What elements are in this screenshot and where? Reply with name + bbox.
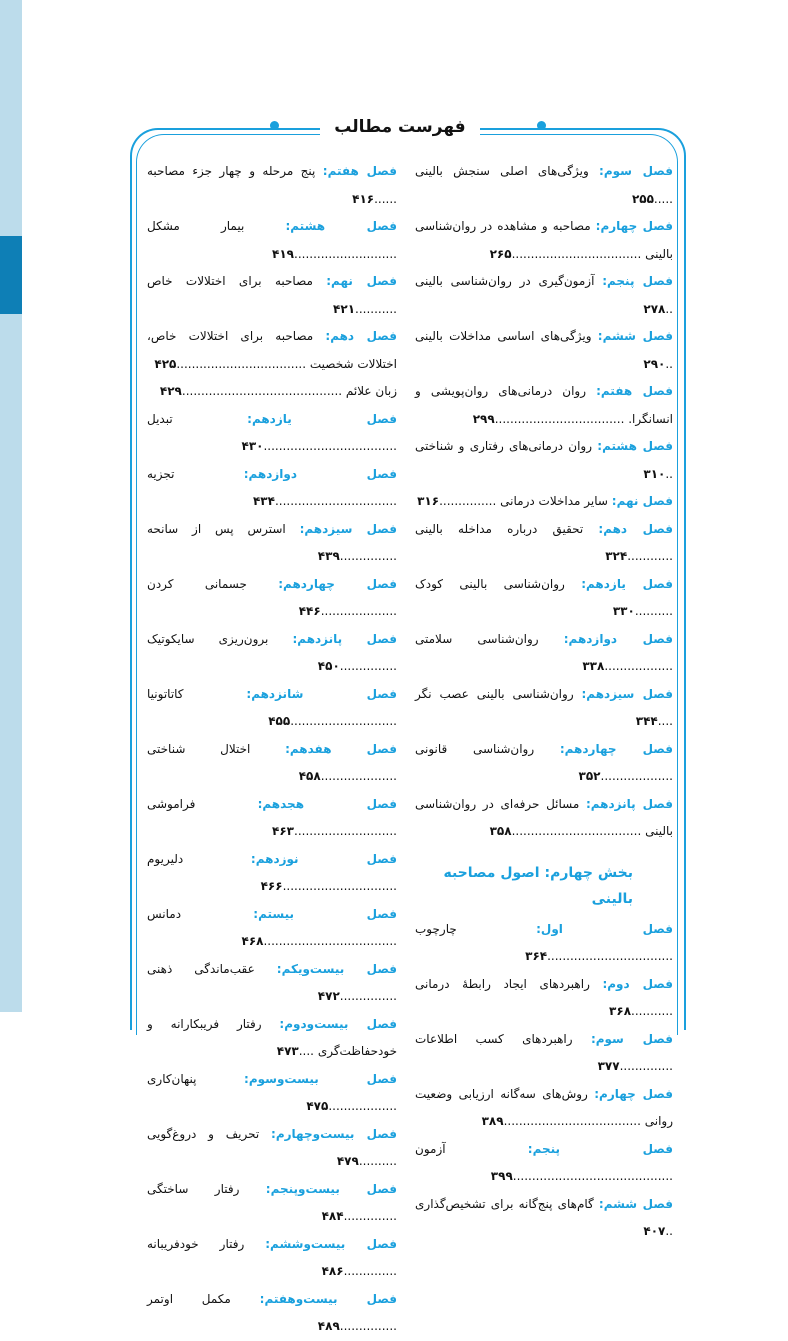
toc-entry-label: فصل پانزدهم: [292,631,397,646]
toc-entry-leader: .................................. [176,356,307,371]
toc-entry[interactable] [415,626,673,681]
toc-entry-title: سایر مداخلات درمانی [500,494,608,508]
toc-entry-label: فصل نهم: [611,494,673,508]
toc-entry[interactable] [415,158,673,213]
toc-entry[interactable] [147,956,397,1011]
toc-entry-page: ۴۷۲ [317,989,340,1003]
toc-entry-page: ۴۶۸ [241,934,264,948]
toc-entry-title: روان‌شناسی قانونی [415,741,535,756]
toc-entry-title: آزمون [415,1141,446,1156]
toc-entry[interactable] [415,378,673,433]
toc-entry[interactable] [147,571,397,626]
toc-entry-title: بیمار مشکل [147,219,245,233]
toc-entry-label: فصل هفتم: [322,164,397,178]
toc-entry[interactable] [147,268,397,323]
toc-entry[interactable] [415,791,673,846]
toc-entry-leader: .................................. [511,246,642,261]
frame-dot-left [270,121,279,130]
toc-entry-title: مسائل حرفه‌ای در روان‌شناسی بالینی [415,796,673,838]
toc-list-right [415,158,673,846]
section-heading: بخش چهارم: اصول مصاحبه بالینی [443,864,633,907]
toc-entry-leader: .. [665,356,673,371]
toc-entry-leader: .......... [634,604,673,618]
toc-entry-title: روان‌شناسی بالینی کودک [415,576,565,591]
toc-entry-title: تحریف و دروغ‌گویی [147,1126,260,1141]
toc-entry[interactable] [147,1066,397,1121]
toc-entry-page: ۳۶۸ [609,1004,632,1018]
toc-entry-page: ۴۱۹ [272,246,294,261]
toc-entry[interactable] [147,213,397,268]
toc-entry-leader: ................................. [547,949,673,963]
toc-entry-leader: .............. [343,1209,397,1223]
toc-entry-page: ۴۶۶ [260,879,283,893]
toc-entry-title: ویژگی‌های اصلی سنجش بالینی [415,164,589,178]
toc-entry[interactable] [147,681,397,736]
toc-entry-label: فصل بیست‌ودوم: [279,1016,397,1031]
toc-entry-title: رفتار فریبکارانه و خودحفاظت‌گری [147,1016,397,1058]
toc-entry-leader: ............... [339,659,397,673]
toc-entry[interactable] [415,1191,673,1246]
toc-entry-leader: .......................................... [181,384,343,398]
toc-entry-page: ۴۸۶ [321,1264,344,1278]
toc-entry-leader: ........... [355,301,397,316]
toc-entry-label: فصل هشتم: [597,439,673,453]
toc-entry-leader: ................................... [263,439,397,453]
toc-entry-page: ۴۵۰ [317,659,340,673]
toc-entry-title: راهبردهای کسب اطلاعات [415,1031,573,1046]
toc-entry-leader: ........................... [294,824,397,838]
toc-entry-title: روان‌شناسی بالینی عصب نگر [415,686,574,701]
toc-entry[interactable] [147,1011,397,1066]
toc-entry-title: جسمانی کردن [147,576,247,591]
toc-entry[interactable] [415,916,673,971]
toc-entry[interactable] [415,433,673,488]
toc-entry[interactable] [415,516,673,571]
toc-entry-leader: .................. [328,1099,397,1113]
toc-entry-title: برون‌ریزی سایکوتیک [147,631,269,646]
toc-entry-page: ۴۷۳ [276,1044,299,1058]
toc-entry-label: فصل دوم: [602,976,673,991]
toc-entry-label: فصل بیست‌وچهارم: [271,1126,397,1141]
toc-entry-page: ۴۰۷ [643,1224,666,1238]
toc-entry-label: فصل دهم: [598,521,673,536]
toc-list-section [415,916,673,1246]
toc-entry-leader: ........... [631,1004,673,1018]
toc-entry[interactable] [147,323,397,378]
toc-entry-title: آزمون‌گیری در روان‌شناسی بالینی [415,274,595,288]
toc-entry-label: فصل سیزدهم: [581,686,673,701]
toc-entry-label: فصل یازدهم: [581,576,673,591]
toc-entry-leader: ........................... [294,246,397,261]
toc-entry-label: فصل هفتم: [596,384,673,398]
toc-entry-title: تبدیل [147,411,173,426]
toc-entry-leader: ................................ [274,494,397,508]
toc-entry-label: فصل چهاردهم: [278,576,397,591]
toc-entry-leader: .................................... [503,1114,641,1128]
toc-entry-leader: ...... [374,191,397,206]
toc-entry[interactable] [415,1081,673,1136]
toc-entry-title: اختلال شناختی [147,741,251,756]
toc-entry[interactable] [147,406,397,461]
toc-entry-title: رفتار ساختگی [147,1181,240,1196]
toc-entry-page: ۲۵۵ [631,191,654,206]
toc-entry-label: فصل ششم: [597,329,673,343]
toc-entry-leader: ............................ [290,714,397,728]
toc-entry-leader: .. [665,466,673,481]
side-tab [0,236,22,314]
toc-entry[interactable] [147,846,397,901]
toc-entry-label: فصل ششم: [598,1196,673,1211]
toc-entry-leader: ............... [339,1319,397,1333]
toc-entry[interactable] [415,1136,673,1191]
toc-entry-leader: ..... [653,191,673,206]
toc-entry-page: ۴۲۹ [159,384,182,398]
toc-entry-leader: .................................. [494,411,625,426]
toc-column-right [415,158,673,1246]
toc-entry-leader: .................. [604,659,673,673]
toc-entry-page: ۴۲۵ [154,356,177,371]
toc-entry-page: ۴۵۸ [298,769,321,783]
toc-entry-title: ویژگی‌های اساسی مداخلات بالینی [415,329,592,343]
toc-list-left [147,158,397,1341]
toc-entry-page: ۳۴۴ [635,714,658,728]
toc-entry-title: پنج مرحله و چهار جزء مصاحبه [147,164,316,178]
toc-entry-title: راهبردهای ایجاد رابطهٔ درمانی [415,976,590,991]
toc-entry[interactable] [147,378,397,406]
toc-entry-page: ۴۷۹ [336,1154,359,1168]
toc-entry-leader: .............................. [282,879,397,893]
toc-entry-leader: .................................. [511,824,642,838]
toc-entry-title: مصاحبه و مشاهده در روان‌شناسی بالینی [415,219,673,261]
toc-entry-page: ۴۴۶ [298,604,321,618]
toc-entry-page: ۳۵۸ [489,824,512,838]
toc-entry-title: چارچوب [415,921,457,936]
toc-entry-leader: .. [665,301,673,316]
toc-entry-page: ۴۲۱ [333,301,356,316]
toc-entry[interactable] [415,268,673,323]
toc-entry[interactable] [415,736,673,791]
toc-entry-page: ۳۹۹ [490,1169,513,1183]
toc-entry-page: ۴۷۵ [306,1099,329,1113]
toc-entry[interactable] [147,461,397,516]
toc-entry-title: روان‌شناسی سلامتی [415,631,539,646]
side-band [0,0,22,1012]
toc-entry-page: ۳۳۰ [612,604,635,618]
toc-column-left [147,158,397,1341]
toc-entry-label: فصل دهم: [325,329,397,343]
toc-entry-leader: .................... [320,769,397,783]
toc-entry-label: فصل یازدهم: [247,411,397,426]
toc-entry-page: ۳۱۰ [643,466,666,481]
toc-entry[interactable] [147,1286,397,1341]
toc-entry-title: پنهان‌کاری [147,1071,197,1086]
toc-entry-page: ۳۲۴ [605,549,628,563]
toc-entry-label: فصل پنجم: [602,274,673,288]
toc-entry-page: ۳۶۴ [525,949,548,963]
toc-entry-title: مصاحبه برای اختلالات خاص [147,274,313,288]
toc-entry[interactable] [147,736,397,791]
toc-entry-leader: ............ [627,549,673,563]
toc-entry-page: ۴۵۵ [268,714,291,728]
toc-entry-leader: .......................................... [512,1169,673,1183]
toc-entry-label: فصل پنجم: [527,1141,673,1156]
toc-entry-label: فصل سوم: [590,1031,673,1046]
toc-entry-title: تحقیق درباره مداخله بالینی [415,521,584,536]
toc-entry-page: ۲۶۵ [489,246,512,261]
toc-entry-label: فصل بیست‌ویکم: [276,961,397,976]
toc-entry-page: ۴۸۴ [321,1209,344,1223]
toc-entry-page: ۴۶۳ [272,824,294,838]
toc-entry[interactable] [415,1026,673,1081]
toc-entry-label: فصل دوازدهم: [563,631,673,646]
toc-entry-leader: ............... [339,549,397,563]
frame-dot-right [537,121,546,130]
toc-entry-title: روان درمانی‌های روان‌پویشی و انسانگرا. [415,384,673,426]
toc-entry[interactable] [415,323,673,378]
toc-entry[interactable] [415,213,673,268]
toc-entry-page: ۴۱۶ [352,191,375,206]
toc-entry[interactable] [415,571,673,626]
toc-entry-title: کاتاتونیا [147,686,184,701]
toc-entry-page: ۳۵۲ [578,769,601,783]
toc-entry[interactable] [147,1231,397,1286]
toc-entry-label: فصل چهاردهم: [559,741,673,756]
toc-entry-label: فصل پانزدهم: [585,796,673,811]
toc-entry-page: ۴۳۴ [252,494,275,508]
toc-entry[interactable] [415,681,673,736]
toc-entry-label: فصل هشتم: [285,219,397,233]
toc-entry-label: فصل بیست‌وپنجم: [265,1181,397,1196]
toc-entry-label: فصل نوزدهم: [250,851,397,866]
toc-entry-title: عقب‌ماندگی ذهنی [147,961,255,976]
toc-entry-leader: .............. [619,1059,673,1073]
toc-entry-page: ۳۷۷ [597,1059,620,1073]
toc-entry-leader: .................... [320,604,397,618]
toc-entry-label: فصل هفدهم: [285,741,397,756]
toc-entry-title: تجزیه [147,466,175,481]
toc-entry-label: فصل چهارم: [595,219,673,233]
toc-entry-leader: ................... [600,769,673,783]
toc-entry-page: ۳۸۹ [481,1114,504,1128]
toc-entry-label: فصل نهم: [326,274,397,288]
toc-entry-title: روش‌های سه‌گانه ارزیابی وضعیت روانی [415,1086,673,1128]
toc-entry-title: گام‌های پنج‌گانه برای تشخیص‌گذاری [415,1196,594,1211]
toc-entry-page: ۳۱۶ [417,494,440,508]
toc-entry-title: روان درمانی‌های رفتاری و شناختی [415,439,592,453]
toc-entry-label: فصل هجدهم: [257,796,397,811]
toc-entry-title: زبان علائم [345,384,397,398]
toc-entry-leader: .... [657,714,673,728]
toc-entry-label: فصل شانزدهم: [246,686,397,701]
toc-entry-title: دمانس [147,906,182,921]
toc-entry-title: فراموشی [147,796,196,811]
page-title: فهرست مطالب [320,114,480,140]
toc-entry-page: ۲۹۹ [472,411,495,426]
toc-entry[interactable] [147,1121,397,1176]
toc-entry[interactable] [147,626,397,681]
toc-entry[interactable] [147,901,397,956]
toc-entry-label: فصل اول: [536,921,673,936]
toc-entry-leader: ................................... [263,934,397,948]
toc-entry-title: رفتار خودفریبانه [147,1236,245,1251]
toc-entry-leader: ............... [339,989,397,1003]
toc-entry-label: فصل بیستم: [253,906,397,921]
toc-entry-page: ۴۳۹ [317,549,340,563]
toc-entry[interactable] [415,971,673,1026]
toc-entry[interactable] [147,158,397,213]
toc-entry[interactable] [147,1176,397,1231]
toc-entry-label: فصل چهارم: [594,1086,673,1101]
toc-entry-page: ۴۳۰ [241,439,264,453]
toc-entry-leader: .. [665,1224,673,1238]
toc-entry-label: فصل سوم: [599,164,673,178]
toc-entry[interactable] [415,488,673,516]
toc-entry-label: فصل بیست‌وسوم: [244,1071,397,1086]
toc-entry-leader: .... [298,1044,314,1058]
toc-entry[interactable] [147,516,397,571]
toc-entry-leader: .......... [358,1154,397,1168]
toc-entry-page: ۳۳۸ [582,659,605,673]
toc-entry-page: ۴۸۹ [317,1319,340,1333]
toc-entry-leader: .............. [343,1264,397,1278]
toc-entry-title: مکمل اوتمر [147,1291,231,1306]
toc-entry-leader: ............... [439,494,497,508]
toc-entry-title: استرس پس از سانحه [147,521,286,536]
toc-entry-label: فصل دوازدهم: [243,466,397,481]
toc-entry-title: دلیریوم [147,851,184,866]
toc-entry-title: مصاحبه برای اختلالات خاص، اختلالات شخصیت [147,329,397,371]
toc-entry-page: ۲۹۰ [643,356,666,371]
toc-entry-page: ۲۷۸ [643,301,666,316]
toc-entry[interactable] [147,791,397,846]
toc-entry-label: فصل بیست‌وششم: [265,1236,397,1251]
toc-entry-label: فصل بیست‌وهفتم: [259,1291,397,1306]
toc-entry-label: فصل سیزدهم: [299,521,397,536]
